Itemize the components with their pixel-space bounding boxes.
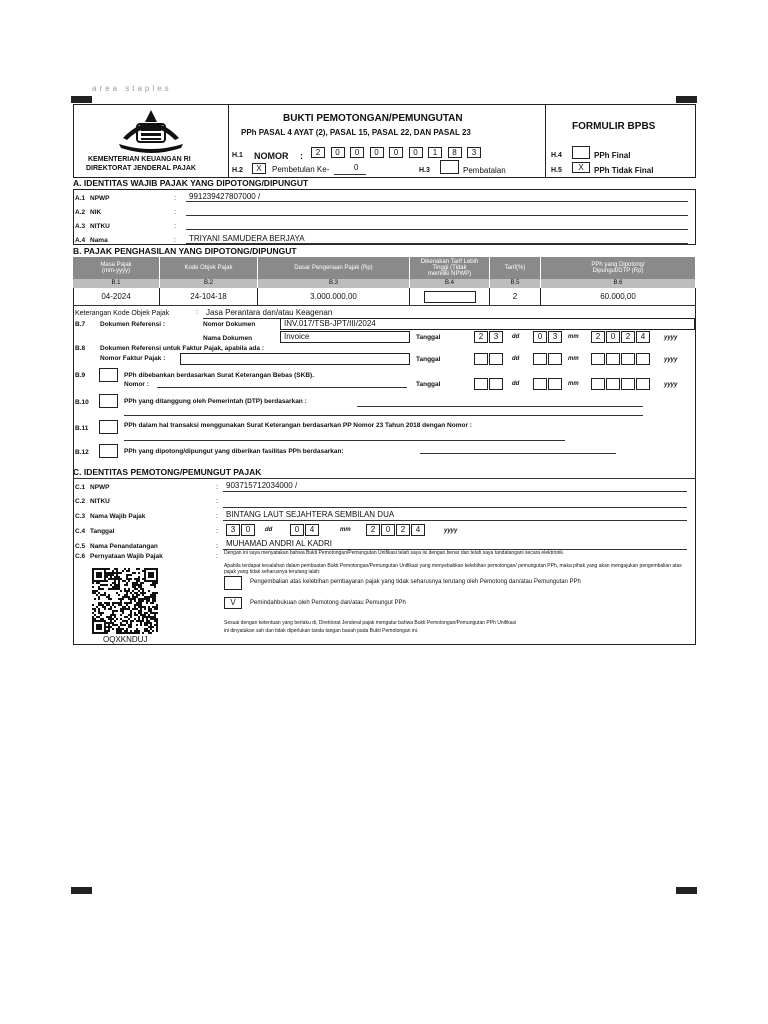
c1-code: C.1 xyxy=(75,484,86,491)
h3-checkbox[interactable] xyxy=(440,160,459,174)
section-a-title: A. IDENTITAS WAJIB PAJAK YANG DIPOTONG/DIPUNGUT xyxy=(73,178,309,188)
section-a-sep: : xyxy=(174,195,176,202)
ministry-logo xyxy=(115,108,187,154)
b-date-yyyy-digit[interactable] xyxy=(591,378,605,390)
c-date-yyyy-digit[interactable]: 4 xyxy=(411,524,425,536)
h2-value: 0 xyxy=(354,163,359,172)
table-code-cell: B.2 xyxy=(160,279,258,288)
h4-label: PPh Final xyxy=(594,151,631,160)
nomor-digit: 0 xyxy=(350,147,364,158)
h5-label: PPh Tidak Final xyxy=(594,166,654,175)
ministry-name: KEMENTERIAN KEUANGAN RI xyxy=(88,156,191,163)
nomor-digit: 8 xyxy=(448,147,462,158)
nomor-digit: 0 xyxy=(409,147,423,158)
h4-checkbox[interactable] xyxy=(572,146,590,159)
c5-sep: : xyxy=(216,543,218,550)
section-a-value: TRIYANI SAMUDERA BERJAYA xyxy=(189,234,305,243)
table-code-cell: B.3 xyxy=(258,279,410,288)
c6-code: C.6 xyxy=(75,553,86,560)
staples-area-label: area staples xyxy=(92,84,172,93)
b-date-yyyy-digit[interactable] xyxy=(606,353,620,365)
c4-sep: : xyxy=(216,528,218,535)
c4-code: C.4 xyxy=(75,528,86,535)
keterangan-sep: : xyxy=(196,309,198,316)
c5-code: C.5 xyxy=(75,543,86,550)
c2-code: C.2 xyxy=(75,498,86,505)
table-code-cell: B.4 xyxy=(410,279,490,288)
table-header-line: Kode Objek Pajak xyxy=(184,265,233,271)
c-date-yyyy-digit[interactable]: 0 xyxy=(381,524,395,536)
dd-label: dd xyxy=(512,334,520,340)
c-date-mm-digit[interactable]: 4 xyxy=(305,524,319,536)
b8-label: Dokumen Referensi untuk Faktur Pajak, apabila ada : xyxy=(100,345,264,352)
b-date-dd-digit[interactable] xyxy=(474,353,488,365)
dd-label: dd xyxy=(265,527,273,533)
nomor-digit: 2 xyxy=(311,147,325,158)
section-a-underline xyxy=(186,243,688,244)
b-date-yyyy-digit[interactable] xyxy=(591,353,605,365)
directorate-name: DIREKTORAT JENDERAL PAJAK xyxy=(86,165,196,172)
statement-2: Apabila terdapat kesalahan dalam pembuatan Bukti Pemotongan/Pemungutan Unifikasi yang menyebabkan kelebihan pemotongan/ pemungutan PPh, maka pihak yang akan mengajukan pengembalian atas pajak yang tidak seharusnya terutang ialah: xyxy=(224,563,682,575)
b10-label: PPh yang ditanggung oleh Pemerintah (DTP) berdasarkan : xyxy=(124,398,307,405)
b-date-yyyy-digit[interactable]: 4 xyxy=(636,331,650,343)
table-bottom-line xyxy=(73,305,696,306)
keterangan-value: Jasa Perantara dan/atau Keagenan xyxy=(206,308,333,317)
table-value-cell: 3.000.000,00 xyxy=(258,288,410,305)
table-header-cell xyxy=(410,257,490,279)
mm-label: mm xyxy=(340,527,351,533)
qr-code-text: OQXKNDUJ xyxy=(103,635,148,644)
section-a-label: NPWP xyxy=(90,195,110,202)
table-header-line: Dasar Pengenaan Pajak (Rp) xyxy=(294,265,373,271)
nama-dokumen-label: Nama Dokumen xyxy=(203,335,253,342)
c3-code: C.3 xyxy=(75,513,86,520)
table-value-cell: 2 xyxy=(490,288,541,305)
registration-mark-bottom-left xyxy=(71,887,92,894)
b-date-dd-digit[interactable] xyxy=(474,378,488,390)
section-a-underline xyxy=(186,215,688,216)
footer-line-1: Sesuai dengan ketentuan yang berlaku di, Direktorat Jenderal pajak mengatur bahwa Bukti Pemotongan/Pemungutan PPh Unifikasi xyxy=(224,620,517,626)
h3-label: Pembatalan xyxy=(463,166,506,175)
c5-label: Nama Penandatangan xyxy=(90,543,158,550)
section-a-value: 991239427807000 / xyxy=(189,192,261,201)
table-header-cell xyxy=(490,257,541,279)
b4-checkbox[interactable] xyxy=(424,291,476,303)
b-date-yyyy-digit[interactable]: 2 xyxy=(591,331,605,343)
form-title: BUKTI PEMOTONGAN/PEMUNGUTAN xyxy=(283,113,463,124)
table-header-line: PPh yang Dipotong/ xyxy=(591,262,645,268)
b-date-yyyy-digit[interactable] xyxy=(606,378,620,390)
yyyy-label: yyyy xyxy=(444,528,458,534)
c1-value: 903715712034000 / xyxy=(226,481,298,490)
b8-sub: Nomor Faktur Pajak : xyxy=(100,355,166,362)
tanggal-label: Tanggal xyxy=(416,356,441,363)
c3-sep: : xyxy=(216,513,218,520)
b-date-yyyy-digit[interactable]: 2 xyxy=(621,331,635,343)
table-header-line: Dipungut/DTP (Rp) xyxy=(592,268,644,274)
table-value-cell: 04-2024 xyxy=(73,288,160,305)
mm-label: mm xyxy=(568,334,579,340)
b7-label: Dokumen Referensi : xyxy=(100,321,166,328)
b9-sub: Nomor : xyxy=(124,381,149,388)
table-header-cell xyxy=(160,257,258,279)
c4-label: Tanggal xyxy=(90,528,115,535)
b12-code: B.12 xyxy=(75,449,89,456)
b11-checkbox[interactable] xyxy=(99,420,118,434)
h5-checkbox[interactable]: X xyxy=(572,162,590,173)
c3-value: BINTANG LAUT SEJAHTERA SEMBILAN DUA xyxy=(226,510,395,519)
nomor-faktur-field[interactable] xyxy=(180,353,410,365)
yyyy-label: yyyy xyxy=(664,335,678,341)
option-1-label: Pengembalian atas kelebihan pembayaran pajak yang tidak seharusnya terutang oleh Pemotong dan/atau Pemungutan PPh xyxy=(250,579,581,585)
option-2-checkbox[interactable]: V xyxy=(224,597,242,609)
c5-value: MUHAMAD ANDRI AL KADRI xyxy=(226,539,332,548)
c6-sep: : xyxy=(216,553,218,560)
table-header-line: (mm-yyyy) xyxy=(102,268,130,274)
mm-label: mm xyxy=(568,356,579,362)
nama-dokumen-field[interactable]: Invoice xyxy=(280,331,410,343)
c-date-dd-digit[interactable]: 3 xyxy=(226,524,240,536)
c-date-dd-digit[interactable]: 0 xyxy=(241,524,255,536)
b10-checkbox[interactable] xyxy=(99,394,118,408)
mm-label: mm xyxy=(568,381,579,387)
section-a-code: A.4 xyxy=(75,237,86,244)
nomor-digit: 1 xyxy=(428,147,442,158)
nomor-digit: 0 xyxy=(389,147,403,158)
c3-label: Nama Wajib Pajak xyxy=(90,513,146,520)
b7-code: B.7 xyxy=(75,321,86,328)
table-header-line: Dikenakan Tarif Lebih xyxy=(420,259,479,265)
b8-code: B.8 xyxy=(75,345,86,352)
keterangan-label: Keterangan Kode Objek Pajak xyxy=(75,310,170,317)
table-header-cell xyxy=(541,257,696,279)
table-code-cell: B.5 xyxy=(490,279,541,288)
table-value-cell: 60.000,00 xyxy=(541,288,696,305)
footer-line-2: ini dinyatakan sah dan tidak diperlukan tanda tangan basah pada Bukti Pemotongan ini. xyxy=(224,628,419,634)
table-header-line: Tinggi (Tidak xyxy=(432,265,467,271)
section-a-underline xyxy=(186,201,688,202)
dd-label: dd xyxy=(512,381,520,387)
table-header-line: memiliki NPWP) xyxy=(427,271,472,277)
section-a-box xyxy=(73,189,696,245)
b-date-yyyy-digit[interactable] xyxy=(621,378,635,390)
h2-code: H.2 xyxy=(232,167,243,174)
b-date-yyyy-digit[interactable] xyxy=(636,353,650,365)
b-date-dd-digit[interactable]: 2 xyxy=(474,331,488,343)
yyyy-label: yyyy xyxy=(664,357,678,363)
section-a-code: A.1 xyxy=(75,195,86,202)
b-date-mm-digit[interactable] xyxy=(548,378,562,390)
section-a-sep: : xyxy=(174,237,176,244)
table-header-cell xyxy=(73,257,160,279)
table-header-line: Masa Pajak xyxy=(100,262,132,268)
c-date-yyyy-digit[interactable]: 2 xyxy=(396,524,410,536)
registration-mark-top-left xyxy=(71,96,92,103)
h5-code: H.5 xyxy=(551,167,562,174)
section-a-sep: : xyxy=(174,209,176,216)
h1-code: H.1 xyxy=(232,152,243,159)
nomor-dokumen-label: Nomor Dokumen xyxy=(203,321,256,328)
table-header-line: Tarif(%) xyxy=(504,265,526,271)
section-a-label: NIK xyxy=(90,209,102,216)
b-date-yyyy-digit[interactable]: 0 xyxy=(606,331,620,343)
nomor-sep: : xyxy=(300,151,303,161)
b12-label: PPh yang dipotong/dipungut yang diberikan fasilitas PPh berdasarkan: xyxy=(124,448,344,455)
c2-sep: : xyxy=(216,498,218,505)
b9-code: B.9 xyxy=(75,372,86,379)
b9-label: PPh dibebankan berdasarkan Surat Keterangan Bebas (SKB). xyxy=(124,372,314,379)
h2-checkbox[interactable]: X xyxy=(252,163,266,174)
b12-checkbox[interactable] xyxy=(99,444,118,458)
b-date-yyyy-digit[interactable] xyxy=(621,353,635,365)
section-c-title: C. IDENTITAS PEMOTONG/PEMUNGUT PAJAK xyxy=(73,467,262,477)
b9-checkbox[interactable] xyxy=(99,368,118,382)
nomor-dokumen-field[interactable]: INV.017/TSB-JPT/III/2024 xyxy=(280,318,695,330)
section-a-underline xyxy=(186,229,688,230)
section-b-title: B. PAJAK PENGHASILAN YANG DIPOTONG/DIPUNGUT xyxy=(73,246,297,256)
table-code-cell: B.1 xyxy=(73,279,160,288)
b11-code: B.11 xyxy=(75,425,89,432)
h2-label: Pembetulan Ke- xyxy=(272,165,330,174)
b-date-mm-digit[interactable] xyxy=(548,353,562,365)
option-1-checkbox[interactable] xyxy=(224,576,242,590)
form-subtitle: PPh PASAL 4 AYAT (2), PASAL 15, PASAL 22, DAN PASAL 23 xyxy=(241,128,471,137)
b10-code: B.10 xyxy=(75,399,89,406)
form-code: FORMULIR BPBS xyxy=(572,121,656,132)
c1-label: NPWP xyxy=(90,484,110,491)
yyyy-label: yyyy xyxy=(664,382,678,388)
tanggal-label: Tanggal xyxy=(416,381,441,388)
registration-mark-bottom-right xyxy=(676,887,697,894)
c-date-mm-digit[interactable]: 0 xyxy=(290,524,304,536)
table-code-cell: B.6 xyxy=(541,279,696,288)
c2-label: NITKU xyxy=(90,498,110,505)
nomor-digit: 0 xyxy=(331,147,345,158)
h3-code: H.3 xyxy=(419,167,430,174)
registration-mark-top-right xyxy=(676,96,697,103)
h4-code: H.4 xyxy=(551,152,562,159)
section-a-code: A.2 xyxy=(75,209,86,216)
nomor-digit: 0 xyxy=(370,147,384,158)
statement-1: Dengan ini saya menyatakan bahwa Bukti Pemotongan/Pemungutan Unifikasi telah saya isi dengan benar dan telah saya tandatangani secara elektronik. xyxy=(224,550,565,556)
section-a-sep: : xyxy=(174,223,176,230)
b-date-mm-digit[interactable]: 3 xyxy=(548,331,562,343)
b-date-yyyy-digit[interactable] xyxy=(636,378,650,390)
dd-label: dd xyxy=(512,356,520,362)
c6-label: Pernyataan Wajib Pajak xyxy=(90,553,163,560)
table-header-cell xyxy=(258,257,410,279)
c1-sep: : xyxy=(216,484,218,491)
nomor-label: NOMOR xyxy=(254,151,289,161)
b-date-dd-digit[interactable] xyxy=(489,378,503,390)
b-date-dd-digit[interactable]: 3 xyxy=(489,331,503,343)
tanggal-label: Tanggal xyxy=(416,334,441,341)
b-date-mm-digit[interactable] xyxy=(533,353,547,365)
qr-code xyxy=(92,568,158,634)
section-a-label: Nama xyxy=(90,237,108,244)
section-a-label: NITKU xyxy=(90,223,110,230)
b-date-dd-digit[interactable] xyxy=(489,353,503,365)
option-2-label: Pemindahbukuan oleh Pemotong dan/atau Pemungut PPh xyxy=(250,600,406,606)
c-date-yyyy-digit[interactable]: 2 xyxy=(366,524,380,536)
b-date-mm-digit[interactable]: 0 xyxy=(533,331,547,343)
b11-label: PPh dalam hal transaksi menggunakan Surat Keterangan berdasarkan PP Nomor 23 Tahun 2018 dengan Nomor : xyxy=(124,422,472,429)
section-a-code: A.3 xyxy=(75,223,86,230)
nomor-digit: 3 xyxy=(467,147,481,158)
b-date-mm-digit[interactable] xyxy=(533,378,547,390)
table-value-cell: 24-104-18 xyxy=(160,288,258,305)
